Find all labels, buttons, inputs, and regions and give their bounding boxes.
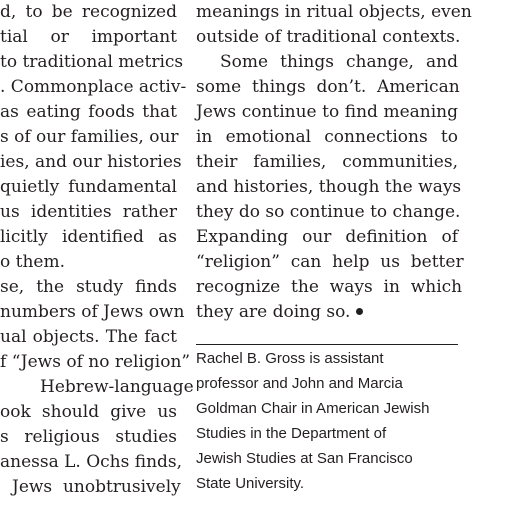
body-text-line: meanings in ritual objects, even [196,2,472,22]
bio-line: Studies in the Department of [196,425,387,442]
body-text-end: they are doing so. [196,302,351,322]
body-text-line: ook should give us [0,402,177,422]
body-text-line: Jews continue to find meaning [196,102,458,122]
paragraph-first-line: Some things change, and [220,52,458,72]
body-text-line: their families, communities, [196,152,458,172]
body-text-line: ies, and our histories [0,152,182,172]
body-text-line: licitly identified as [0,227,177,247]
body-text-line: s religious studies [0,427,177,447]
body-text-line: Jews unobtrusively [12,477,181,497]
body-text-line: “religion” can help us better [196,252,464,272]
paragraph-last-line [196,300,458,325]
body-text-line: Expanding our definition of [196,227,458,247]
body-text-line: s of our families, our [0,127,179,147]
body-text-line: Hebrew-language [40,377,194,397]
body-text-line: numbers of Jews own [0,302,185,322]
body-text-line: outside of traditional contexts. [196,27,461,47]
body-text-line: to traditional metrics [0,52,184,72]
body-text-line: some things don’t. American [196,77,460,97]
bio-line: Jewish Studies at San Francisco [196,450,413,467]
author-bio [196,346,458,496]
body-text-line: as eating foods that [0,102,177,122]
body-text-line: se, the study finds [0,277,177,297]
bio-line: Goldman Chair in American Jewish [196,400,430,417]
body-text-line: us identities rather [0,202,177,222]
body-text-line: . Commonplace activ- [0,77,187,97]
body-text-line: f “Jews of no religion” [0,352,191,372]
body-text-line: o them. [0,252,66,272]
body-text-line: they do so continue to change. [196,202,461,222]
body-text-line: quietly fundamental [0,177,177,197]
body-text-line: d, to be recognized [0,2,177,22]
body-text-line: in emotional connections to [196,127,458,147]
body-text-line: recognize the ways in which [196,277,463,297]
divider-rule [196,344,458,345]
bio-line: State University. [196,475,305,492]
bio-line: professor and John and Marcia [196,375,403,392]
body-text-line: tial or important [0,27,177,47]
body-text-line: ual objects. The fact [0,327,177,347]
bio-line: Rachel B. Gross is assistant [196,350,384,367]
body-text-line: and histories, though the ways [196,177,462,197]
body-text-line: anessa L. Ochs finds, [0,452,183,472]
left-column [0,0,194,512]
end-mark-icon [356,308,363,315]
